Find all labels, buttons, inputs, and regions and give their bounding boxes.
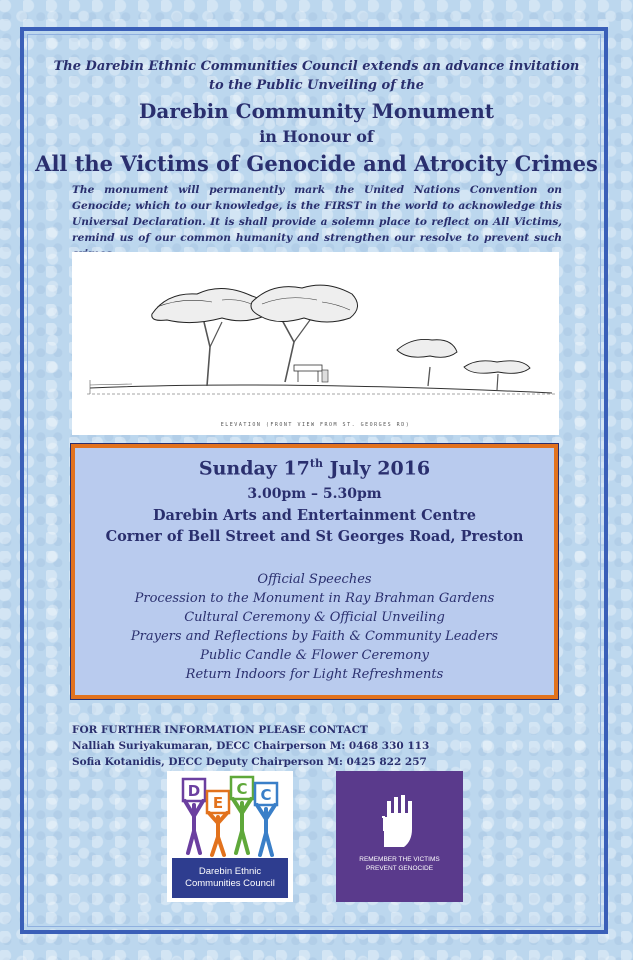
- contact-heading: FOR FURTHER INFORMATION PLEASE CONTACT: [72, 724, 368, 736]
- intro-line-1: The Darebin Ethnic Communities Council extends an advance invitation: [53, 59, 580, 74]
- contact-line-1: Nalliah Suriyakumaran, DECC Chairperson M: 0468 330 113: [72, 740, 430, 752]
- prevent-genocide-logo: [336, 771, 463, 902]
- monument-elevation-drawing: [72, 252, 559, 435]
- decc-logo: [167, 771, 293, 902]
- decc-letter: E: [212, 794, 224, 812]
- event-details-box: [71, 444, 558, 699]
- event-address: Corner of Bell Street and St Georges Road, Preston: [105, 528, 524, 545]
- decc-letter: C: [260, 786, 272, 804]
- prevent-logo-line-2: PREVENT GENOCIDE: [365, 865, 434, 872]
- decc-people-icon: [167, 771, 293, 859]
- event-venue: Darebin Arts and Entertainment Centre: [152, 507, 477, 524]
- program-item: Procession to the Monument in Ray Brahman Gardens: [134, 591, 495, 606]
- event-time: 3.00pm – 5.30pm: [247, 486, 382, 502]
- decc-name-band: [172, 858, 288, 898]
- headline: All the Victims of Genocide and Atrocity Crimes: [35, 151, 598, 176]
- prevent-logo-line-1: REMEMBER THE VICTIMS: [359, 856, 440, 863]
- description-paragraph: The monument will permanently mark the United Nations Convention on Genocide; which to our knowledge, is the FIRST in the world to acknowledge this Universal Declaration. It is shall provide a solemn place to reflect on All Victims, remind us of our common humanity and strengthen our resolve to prevent such: [72, 184, 562, 244]
- monument-title: Darebin Community Monument: [139, 99, 494, 123]
- event-date-day: Sunday 17: [198, 457, 310, 480]
- elevation-sketch: [72, 252, 559, 435]
- prevent-logo-text: [336, 855, 463, 873]
- contact-line-2: Sofia Kotanidis, DECC Deputy Chairperson M: 0425 822 257: [72, 756, 427, 768]
- program-item: Cultural Ceremony & Official Unveiling: [184, 610, 445, 625]
- decc-name-line-1: Darebin Ethnic: [198, 866, 262, 877]
- program-item: Public Candle & Flower Ceremony: [200, 648, 429, 663]
- program-item: Prayers and Reflections by Faith & Community Leaders: [130, 629, 499, 644]
- decc-name-line-2: Communities Council: [185, 878, 275, 889]
- raised-hand-icon: [336, 771, 463, 851]
- drawing-caption: ELEVATION (FRONT VIEW FROM ST. GEORGES RD): [220, 422, 411, 428]
- event-date-suffix: th: [309, 457, 323, 470]
- event-date-rest: July 2016: [322, 457, 431, 480]
- program-item: Return Indoors for Light Refreshments: [185, 667, 444, 682]
- program-item: Official Speeches: [257, 572, 372, 587]
- honour-subtitle: in Honour of: [259, 127, 374, 146]
- intro-line-2: to the Public Unveiling of the: [208, 78, 425, 93]
- decc-letter: C: [236, 780, 248, 798]
- event-date: [75, 457, 554, 479]
- decc-letter: D: [187, 782, 201, 800]
